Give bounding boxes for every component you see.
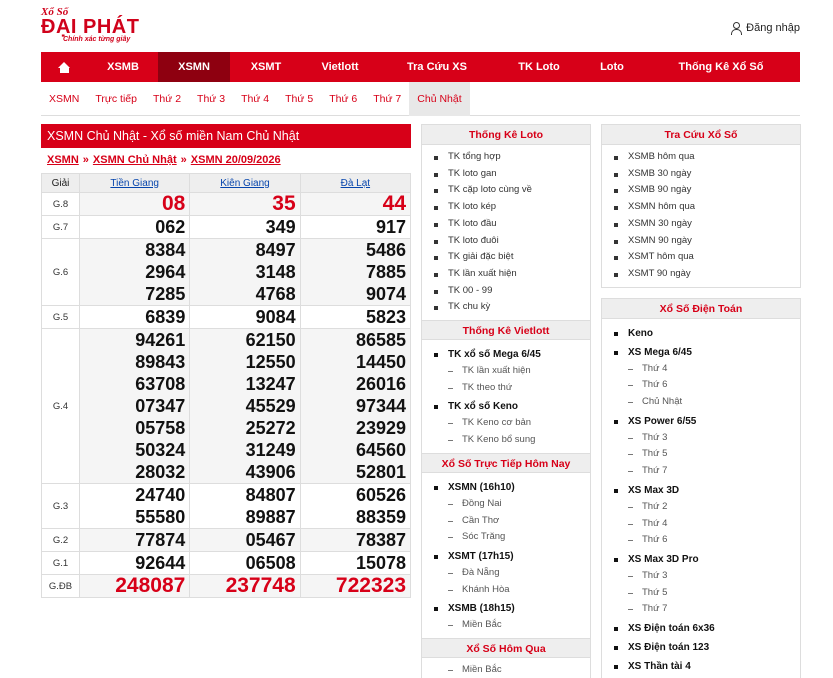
prize-cell [300, 329, 410, 484]
table-row [42, 306, 411, 329]
results-table [41, 173, 411, 598]
subnav-xsmn[interactable]: XSMN [49, 93, 80, 105]
truc-tiep-subitem[interactable]: Miền Bắc [434, 617, 590, 634]
dien-toan-subitem[interactable]: Thứ 2 [614, 499, 800, 516]
prize-number: 23929 [355, 418, 406, 438]
prize-number: 062 [155, 217, 186, 237]
prize-cell [300, 216, 410, 239]
tra-cuu-title: Tra Cứu Xổ Số [602, 125, 800, 145]
tk-loto-item[interactable]: TK cặp loto cùng về [434, 182, 590, 199]
prize-cell [80, 529, 190, 552]
home-icon [58, 62, 71, 73]
nav-xsmb[interactable]: XSMB [107, 61, 139, 73]
tk-vietlott-box [422, 320, 590, 453]
prize-cell [300, 484, 410, 529]
truc-tiep-subitem[interactable]: Đồng Nai [434, 496, 590, 513]
dien-toan-tree [602, 319, 800, 678]
table-row [42, 239, 411, 306]
prize-number: 3148 [255, 262, 296, 282]
nav-loto[interactable]: Loto [600, 61, 624, 73]
dien-toan-subitem[interactable]: Thứ 3 [614, 430, 800, 447]
logo-slogan: Chính xác từng giây [63, 36, 131, 43]
breadcrumb-xsmn[interactable]: XSMN [47, 154, 79, 166]
dien-toan-box [601, 298, 801, 678]
user-icon [730, 22, 741, 34]
prize-number: 28032 [135, 462, 186, 482]
tk-vietlott-subitem[interactable]: TK theo thứ [434, 380, 590, 397]
table-row [42, 529, 411, 552]
prize-number: 349 [265, 217, 296, 237]
prize-cell [80, 193, 190, 216]
dien-toan-group[interactable]: XS Max 3D [614, 483, 800, 499]
prize-number: 26016 [355, 374, 406, 394]
prize-header: Giải [42, 174, 80, 193]
prize-cell [190, 575, 300, 598]
prize-number: 44 [382, 192, 406, 215]
prize-cell [80, 216, 190, 239]
prize-number: 94261 [135, 330, 186, 350]
prize-number: 31249 [245, 440, 296, 460]
prize-number: 12550 [245, 352, 296, 372]
prize-number: 6839 [145, 307, 186, 327]
truc-tiep-subitem[interactable]: Khánh Hòa [434, 582, 590, 599]
prize-number: 77874 [135, 530, 186, 550]
dien-toan-group[interactable]: XS Power 6/55 [614, 414, 800, 430]
prize-cell [190, 552, 300, 575]
prize-number: 05467 [245, 530, 296, 550]
prize-number: 78387 [355, 530, 406, 550]
nav-tk-loto[interactable]: TK Loto [518, 61, 560, 73]
table-row [42, 329, 411, 484]
prize-cell [190, 529, 300, 552]
prize-label: G.5 [42, 306, 80, 329]
site-logo[interactable] [41, 6, 139, 43]
main-nav [41, 52, 800, 82]
truc-tiep-subitem[interactable]: Đà Nẵng [434, 565, 590, 582]
dien-toan-group[interactable]: XS Max 3D Pro [614, 552, 800, 568]
hom-qua-subitem[interactable]: Miền Bắc [434, 662, 590, 678]
subnav-truc-tiep[interactable]: Trực tiếp [95, 93, 137, 105]
sub-nav [41, 82, 800, 116]
tk-loto-item[interactable]: TK lần xuất hiện [434, 266, 590, 283]
top-header [0, 0, 833, 52]
prize-number: 248087 [115, 574, 186, 597]
dien-toan-subitem[interactable]: Thứ 6 [614, 532, 800, 549]
tra-cuu-box [601, 124, 801, 288]
breadcrumb-date[interactable]: XSMN 20/09/2026 [190, 154, 281, 166]
logo-top-text: Xổ Số [41, 6, 69, 18]
breadcrumb-sep: » [180, 154, 187, 166]
tk-vietlott-group[interactable]: TK xổ số Keno [434, 399, 590, 415]
tk-vietlott-group[interactable]: TK xổ số Mega 6/45 [434, 347, 590, 363]
prize-number: 4768 [255, 284, 296, 304]
tra-cuu-item[interactable]: XSMN hôm qua [614, 199, 800, 216]
province-header [300, 174, 410, 193]
prize-number: 89843 [135, 352, 186, 372]
prize-number: 62150 [245, 330, 296, 350]
dien-toan-group[interactable]: XS Điện toán 123 [614, 640, 800, 656]
tk-loto-item[interactable]: TK tổng hợp [434, 149, 590, 166]
prize-cell [190, 193, 300, 216]
truc-tiep-tree [422, 473, 590, 638]
dien-toan-group[interactable]: XS Thần tài 4 [614, 659, 800, 675]
tk-vietlott-subitem[interactable]: TK lần xuất hiện [434, 363, 590, 380]
prize-cell [190, 216, 300, 239]
table-row [42, 552, 411, 575]
dien-toan-group[interactable]: XS Điện toán 6x36 [614, 621, 800, 637]
dien-toan-subitem[interactable]: Thứ 4 [614, 361, 800, 378]
prize-number: 60526 [355, 485, 406, 505]
prize-number: 55580 [135, 507, 186, 527]
prize-number: 63708 [135, 374, 186, 394]
nav-xsmn[interactable]: XSMN [158, 52, 230, 82]
prize-number: 43906 [245, 462, 296, 482]
tk-loto-item[interactable]: TK loto đuôi [434, 233, 590, 250]
prize-number: 237748 [225, 574, 296, 597]
subnav-thu-2[interactable]: Thứ 2 [153, 93, 182, 105]
prize-number: 64560 [355, 440, 406, 460]
prize-cell [80, 306, 190, 329]
dien-toan-title: Xổ Số Điện Toán [602, 299, 800, 319]
tk-vietlott-title: Thống Kê Vietlott [422, 320, 590, 340]
subnav-thu-7[interactable]: Thứ 7 [373, 93, 402, 105]
prize-number: 92644 [135, 553, 186, 573]
tk-loto-list [422, 145, 590, 320]
tra-cuu-item[interactable]: XSMB 90 ngày [614, 182, 800, 199]
table-row [42, 193, 411, 216]
prize-cell [300, 529, 410, 552]
tk-vietlott-subitem[interactable]: TK Keno cơ bản [434, 415, 590, 432]
tra-cuu-item[interactable]: XSMT hôm qua [614, 249, 800, 266]
subnav-chu-nhat[interactable]: Chủ Nhật [409, 82, 469, 116]
prize-number: 13247 [245, 374, 296, 394]
prize-cell [190, 484, 300, 529]
table-header-row [42, 174, 411, 193]
province-header [80, 174, 190, 193]
prize-number: 07347 [135, 396, 186, 416]
tra-cuu-item[interactable]: XSMN 30 ngày [614, 216, 800, 233]
prize-number: 722323 [335, 574, 406, 597]
province-link-da-lat[interactable]: Đà Lạt [340, 177, 371, 189]
prize-number: 45529 [245, 396, 296, 416]
tra-cuu-item[interactable]: XSMN 90 ngày [614, 233, 800, 250]
province-header [190, 174, 300, 193]
results-panel [41, 124, 411, 598]
prize-number: 7885 [365, 262, 406, 282]
tra-cuu-item[interactable]: XSMT 90 ngày [614, 266, 800, 283]
prize-label: G.2 [42, 529, 80, 552]
prize-cell [190, 306, 300, 329]
prize-label: G.1 [42, 552, 80, 575]
table-row [42, 484, 411, 529]
prize-label: G.8 [42, 193, 80, 216]
dien-toan-group[interactable]: Keno [614, 326, 800, 342]
prize-cell [300, 306, 410, 329]
tra-cuu-item[interactable]: XSMB hôm qua [614, 149, 800, 166]
truc-tiep-subitem[interactable]: Cần Thơ [434, 513, 590, 530]
subnav-thu-6[interactable]: Thứ 6 [329, 93, 358, 105]
prize-number: 88359 [355, 507, 406, 527]
tra-cuu-item[interactable]: XSMB 30 ngày [614, 166, 800, 183]
prize-label: G.4 [42, 329, 80, 484]
prize-number: 25272 [245, 418, 296, 438]
middle-sidebar [421, 124, 591, 678]
login-link[interactable] [730, 22, 800, 34]
tk-vietlott-subitem[interactable]: TK Keno bổ sung [434, 432, 590, 449]
prize-number: 35 [272, 192, 296, 215]
truc-tiep-box [422, 453, 590, 638]
prize-number: 917 [375, 217, 406, 237]
prize-number: 5486 [365, 240, 406, 260]
prize-cell [190, 239, 300, 306]
breadcrumb [41, 148, 411, 173]
dien-toan-subitem[interactable]: Thứ 7 [614, 463, 800, 480]
prize-number: 06508 [245, 553, 296, 573]
truc-tiep-group[interactable]: XSMT (17h15) [434, 549, 590, 565]
truc-tiep-group[interactable]: XSMB (18h15) [434, 601, 590, 617]
prize-number: 97344 [355, 396, 406, 416]
prize-cell [80, 575, 190, 598]
prize-cell [190, 329, 300, 484]
logo-main-text: ĐẠI PHÁT [41, 16, 140, 38]
dien-toan-subitem[interactable]: Thứ 3 [614, 568, 800, 585]
province-link-tien-giang[interactable]: Tiền Giang [110, 177, 159, 189]
tk-vietlott-tree [422, 340, 590, 453]
prize-cell [300, 552, 410, 575]
prize-number: 14450 [355, 352, 406, 372]
prize-cell [80, 552, 190, 575]
prize-cell [80, 329, 190, 484]
tra-cuu-list [602, 145, 800, 287]
prize-number: 7285 [145, 284, 186, 304]
tk-loto-item[interactable]: TK chu kỳ [434, 299, 590, 316]
results-body [42, 193, 411, 598]
prize-number: 8497 [255, 240, 296, 260]
nav-tra-cuu[interactable]: Tra Cứu XS [407, 61, 467, 73]
dien-toan-subitem[interactable]: Thứ 5 [614, 446, 800, 463]
prize-number: 8384 [145, 240, 186, 260]
subnav-thu-5[interactable]: Thứ 5 [285, 93, 314, 105]
hom-qua-tree [422, 658, 590, 678]
prize-number: 05758 [135, 418, 186, 438]
right-sidebar [601, 124, 801, 678]
prize-number: 15078 [355, 553, 406, 573]
subnav-thu-4[interactable]: Thứ 4 [241, 93, 270, 105]
tk-loto-item[interactable]: TK loto gan [434, 166, 590, 183]
prize-number: 9084 [255, 307, 296, 327]
subnav-thu-3[interactable]: Thứ 3 [197, 93, 226, 105]
prize-number: 52801 [355, 462, 406, 482]
prize-label: G.7 [42, 216, 80, 239]
prize-cell [300, 575, 410, 598]
tk-loto-title: Thống Kê Loto [422, 125, 590, 145]
truc-tiep-title: Xổ Số Trực Tiếp Hôm Nay [422, 453, 590, 473]
truc-tiep-group[interactable]: XSMN (16h10) [434, 480, 590, 496]
prize-cell [80, 484, 190, 529]
prize-number: 89887 [245, 507, 296, 527]
prize-number: 9074 [365, 284, 406, 304]
prize-number: 24740 [135, 485, 186, 505]
breadcrumb-sep: » [82, 154, 89, 166]
tk-loto-item[interactable]: TK loto kép [434, 199, 590, 216]
tk-loto-item[interactable]: TK 00 - 99 [434, 283, 590, 300]
login-label: Đăng nhập [746, 22, 800, 34]
nav-vietlott[interactable]: Vietlott [321, 61, 359, 73]
prize-label: G.ĐB [42, 575, 80, 598]
prize-number: 2964 [145, 262, 186, 282]
nav-home[interactable] [41, 52, 88, 82]
prize-number: 84807 [245, 485, 296, 505]
results-title: XSMN Chủ Nhật - Xổ số miền Nam Chủ Nhật [41, 124, 411, 148]
prize-label: G.3 [42, 484, 80, 529]
tk-loto-item[interactable]: TK giải đặc biệt [434, 249, 590, 266]
prize-number: 86585 [355, 330, 406, 350]
prize-label: G.6 [42, 239, 80, 306]
hom-qua-title: Xổ Số Hôm Qua [422, 638, 590, 658]
prize-number: 08 [161, 192, 186, 215]
prize-cell [300, 193, 410, 216]
dien-toan-subitem[interactable]: Thứ 6 [614, 377, 800, 394]
dien-toan-subitem[interactable]: Thứ 7 [614, 601, 800, 618]
prize-cell [300, 239, 410, 306]
truc-tiep-subitem[interactable]: Sóc Trăng [434, 529, 590, 546]
dien-toan-group[interactable]: XS Mega 6/45 [614, 345, 800, 361]
dien-toan-subitem[interactable]: Thứ 5 [614, 585, 800, 602]
tk-loto-item[interactable]: TK loto đầu [434, 216, 590, 233]
dien-toan-subitem[interactable]: Thứ 4 [614, 516, 800, 533]
dien-toan-subitem[interactable]: Chủ Nhật [614, 394, 800, 411]
nav-thong-ke[interactable]: Thống Kê Xổ Số [678, 61, 764, 73]
prize-cell [80, 239, 190, 306]
nav-xsmt[interactable]: XSMT [250, 61, 282, 73]
prize-number: 5823 [365, 307, 406, 327]
table-row [42, 575, 411, 598]
table-row [42, 216, 411, 239]
breadcrumb-xsmn-chu-nhat[interactable]: XSMN Chủ Nhật [92, 154, 177, 166]
prize-number: 50324 [135, 440, 186, 460]
tk-loto-box [422, 125, 590, 320]
province-link-kien-giang[interactable]: Kiên Giang [220, 177, 270, 189]
hom-qua-box [422, 638, 590, 678]
